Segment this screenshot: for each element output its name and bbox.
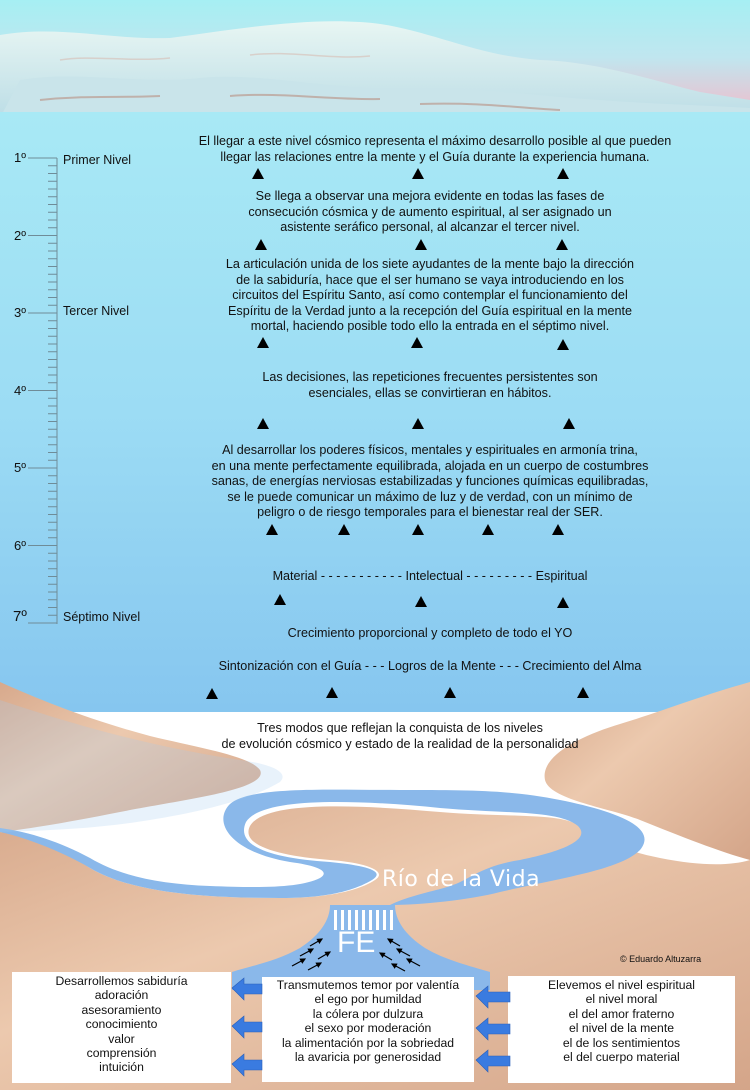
up-triangle-icon	[415, 596, 427, 607]
level-ruler	[28, 150, 68, 630]
up-triangle-icon	[557, 168, 569, 179]
up-triangle-icon	[411, 337, 423, 348]
up-triangle-icon	[274, 594, 286, 605]
river-label: Río de la Vida	[382, 867, 541, 892]
arrow-left-icon	[476, 1050, 510, 1072]
level-name-seventh: Séptimo Nivel	[63, 610, 141, 624]
flow-arrows	[280, 930, 450, 975]
arrow-left-icon	[232, 1016, 262, 1038]
box-elevate: Elevemos el nivel espiritual el nivel moral el del amor fraterno el nivel de la mente el de los sentimientos el del cuerpo material	[508, 976, 735, 1083]
block-first-level: El llegar a este nivel cósmico representa el máximo desarrollo posible al que pueden llegar las relaciones entre la mente y el Guía durante la experiencia humana.	[198, 134, 672, 164]
up-triangle-icon	[577, 687, 589, 698]
up-triangle-icon	[482, 524, 494, 535]
up-triangle-icon	[412, 418, 424, 429]
up-triangle-icon	[563, 418, 575, 429]
block-decisions: Las decisiones, las repeticiones frecuentes persistentes son esenciales, ellas se convirtieran en hábitos.	[262, 370, 598, 400]
up-triangle-icon	[206, 688, 218, 699]
level-mark-5: 5º	[14, 460, 26, 475]
up-triangle-icon	[257, 418, 269, 429]
level-mark-7: 7º	[13, 608, 27, 625]
up-triangle-icon	[255, 239, 267, 250]
up-triangle-icon	[252, 168, 264, 179]
up-triangle-icon	[412, 524, 424, 535]
up-triangle-icon	[266, 524, 278, 535]
block-seven-helpers: La articulación unida de los siete ayudantes de la mente bajo la dirección de la sabiduría, hace que el ser humano se vaya introduciendo en los circuitos del Espíritu Santo, así como contemplar el funcionamiento del Espíritu de la Verdad junto a la recepción del Guía espiritual en la mente mortal, haciendo posible todo ello la entrada en el séptimo nivel.	[225, 257, 635, 334]
arrow-left-icon	[476, 986, 510, 1008]
up-triangle-icon	[257, 337, 269, 348]
level-name-third: Tercer Nivel	[63, 304, 129, 318]
arrow-left-icon	[232, 1054, 262, 1076]
block-proportional-growth: Crecimiento proporcional y completo de todo el YO	[287, 626, 573, 640]
block-three-modes: Tres modos que reflejan la conquista de los niveles de evolución cósmico y estado de la realidad de la personalidad	[221, 721, 579, 751]
up-triangle-icon	[444, 687, 456, 698]
block-material-intellectual-spiritual: Material - - - - - - - - - - - Intelectual - - - - - - - - - Espiritual	[272, 569, 588, 583]
block-three-paths: Sintonización con el Guía - - - Logros de la Mente - - - Crecimiento del Alma	[218, 659, 642, 673]
level-mark-1: 1º	[14, 150, 26, 165]
block-seraphic-assistant: Se llega a observar una mejora evidente en todas las fases de consecución cósmica y de aumento espiritual, al ser asignado un asistente seráfico personal, al alcanzar el tercer nivel.	[248, 189, 612, 235]
up-triangle-icon	[552, 524, 564, 535]
up-triangle-icon	[557, 597, 569, 608]
level-name-first: Primer Nivel	[63, 153, 132, 167]
up-triangle-icon	[412, 168, 424, 179]
up-triangle-icon	[557, 339, 569, 350]
author-credit: © Eduardo Altuzarra	[620, 954, 702, 964]
level-mark-6: 6º	[14, 538, 26, 553]
connector-arrows	[228, 976, 518, 1086]
level-mark-4: 4º	[14, 383, 26, 398]
up-triangle-icon	[326, 687, 338, 698]
level-mark-3: 3º	[14, 305, 26, 320]
block-trine-harmony: Al desarrollar los poderes físicos, mentales y espirituales en armonía trina, en una mente perfectamente equilibrada, alojada en un cuerpo de costumbres sanas, de energías nerviosas estabilizadas y funciones químicas equilibradas, se le puede comunicar un máximo de luz y de verdad, con un mínimo de peligro o de riesgo temporales para el bienestar real der SER.	[211, 443, 649, 520]
faith-label: FE	[337, 926, 376, 959]
arrow-left-icon	[476, 1018, 510, 1040]
up-triangle-icon	[556, 239, 568, 250]
box-transmute: Transmutemos temor por valentía el ego por humildad la cólera por dulzura el sexo por moderación la alimentación por la sobriedad la avaricia por generosidad	[262, 977, 474, 1082]
level-mark-2: 2º	[14, 228, 26, 243]
up-triangle-icon	[415, 239, 427, 250]
box-wisdom: Desarrollemos sabiduría adoración asesoramiento conocimiento valor comprensión intuición	[12, 972, 231, 1083]
up-triangle-icon	[338, 524, 350, 535]
arrow-left-icon	[232, 978, 262, 1000]
